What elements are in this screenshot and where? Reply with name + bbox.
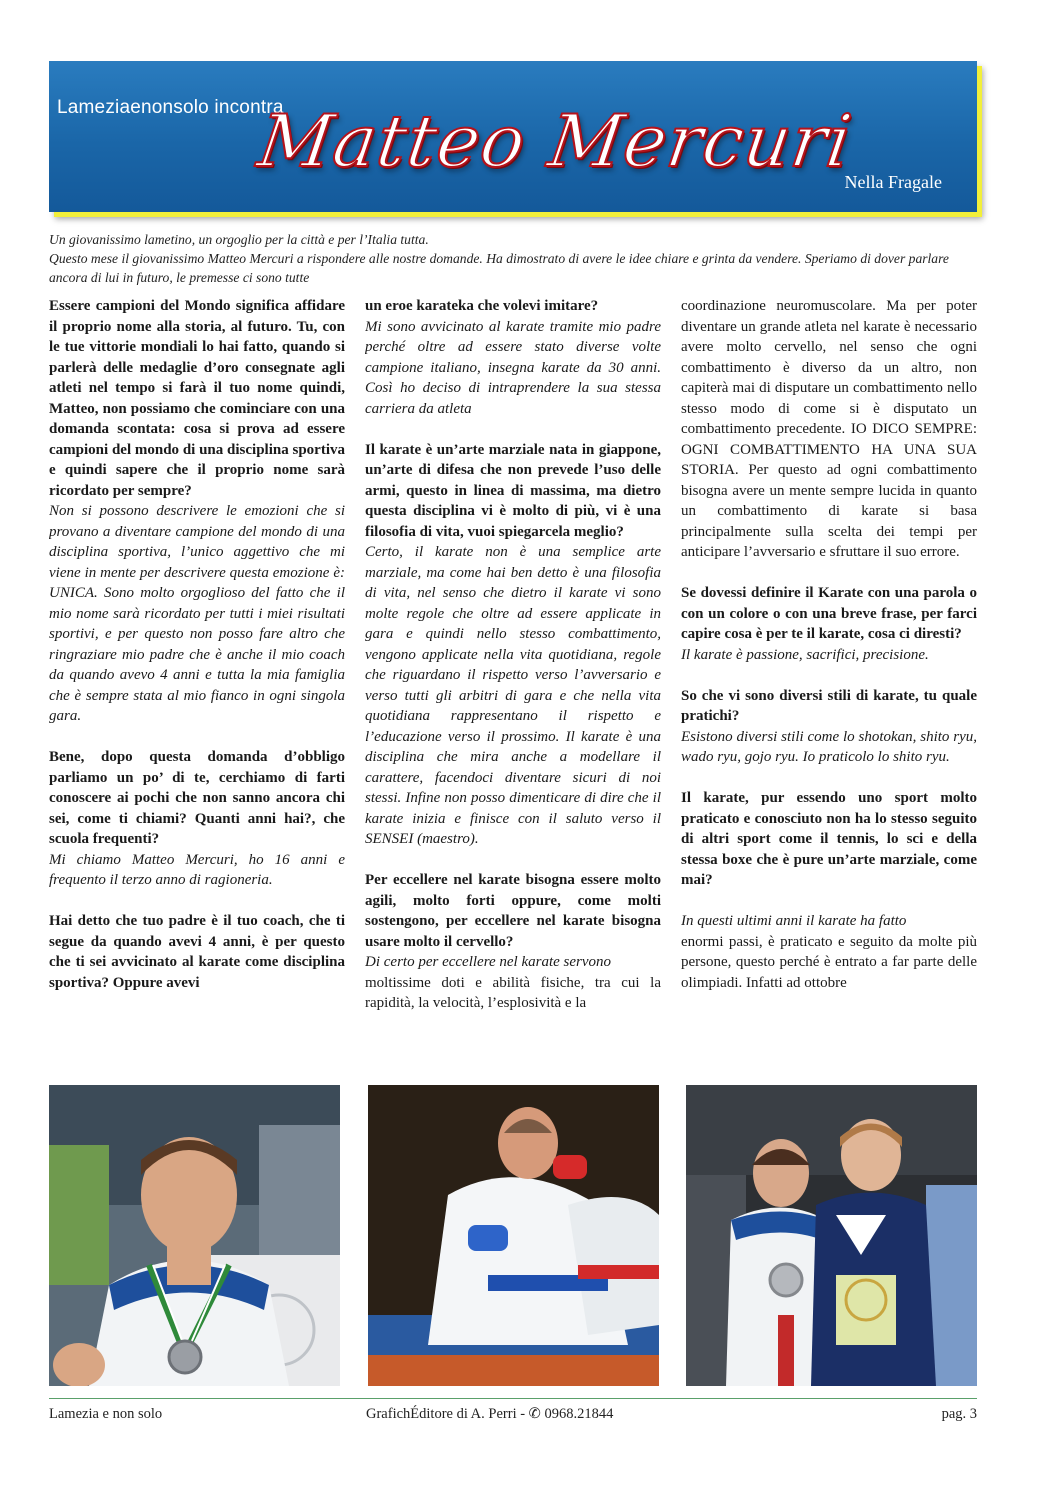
- intro-line: Un giovanissimo lametino, un orgoglio per la città e per l’Italia tutta.: [49, 232, 429, 247]
- photo-kumite-action: [368, 1085, 659, 1386]
- article-column-3: [681, 296, 977, 1076]
- interview-answer: Mi sono avvicinato al karate tramite mio padre perché oltre ad essere stato diverse volte campione italiano, insegna karate da 30 anni. Così ho deciso di intraprendere la sua stessa carriera da atleta: [365, 318, 661, 417]
- footer-page-number: pag. 3: [941, 1406, 977, 1422]
- photo-athletes-podium: [686, 1085, 977, 1386]
- interview-question: Se dovessi definire il Karate con una parola o con un colore o con una breve frase, per farci capire cosa è per te il karate, cosa ci diresti?: [681, 585, 977, 642]
- footer-rule: [49, 1398, 977, 1399]
- header-banner: [49, 61, 977, 212]
- article-column-2: [365, 296, 661, 1076]
- interview-answer: coordinazione neuromuscolare. Ma per poter diventare un grande atleta nel karate è necessario avere molto cervello, nel senso che ogni combattimento è diverso da un altro, non capiterà mai di disputare un combattimento nello stesso modo di come si è disputato un combattimento precedente. IO DICO SEMPRE: OGNI COMBATTIMENTO HA UNA SUA STORIA. Per questo ad ogni combattimento bisogna avere un mente sempre lucida in quanto un combattimento di karate si basa principalmente sulla scelta dei tempi per anticipare l’avversario e sfruttare il suo errore.: [681, 298, 977, 560]
- photo-athlete-medal: [49, 1085, 340, 1386]
- interview-answer: Esistono diversi stili come lo shotokan, shito ryu, wado ryu, gojo ryu. Io praticolo lo shito ryu.: [681, 728, 977, 765]
- interview-question: Essere campioni del Mondo significa affidare il proprio nome alla storia, al futuro. Tu, con le tue vittorie mondiali lo hai fatto, quando si parlerà delle medaglie d’oro consegnate agli atleti nel tempo si farà il tuo nome quindi, Matteo, non possiamo che cominciare con una domanda scontata: cosa si prova ad essere campioni del mondo di una disciplina sportiva e quindi sapere che il proprio nome sarà ricordato per sempre?: [49, 298, 345, 499]
- article-author: Nella Fragale: [844, 172, 942, 192]
- interview-answer: Mi chiamo Matteo Mercuri, ho 16 anni e frequento il terzo anno di ragioneria.: [49, 851, 345, 888]
- interview-question: Hai detto che tuo padre è il tuo coach, che ti segue da quando avevi 4 anni, è per questo che ti sei avvicinato al karate come disciplina sportiva? Oppure avevi: [49, 913, 345, 991]
- interview-answer: In questi ultimi anni il karate ha fatto: [681, 913, 907, 929]
- header-kicker: Lameziaenonsolo incontra: [57, 97, 284, 118]
- interview-answer: enormi passi, è praticato e seguito da molte più persone, questo perché è entrato a far parte delle olimpiadi. Infatti ad ottobre: [681, 933, 977, 991]
- article-title: Matteo Mercuri: [253, 99, 858, 183]
- interview-answer: moltissime doti e abilità fisiche, tra cui la rapidità, la velocità, l’esplosività e la: [365, 974, 661, 1011]
- interview-answer: Il karate è passione, sacrifici, precisione.: [681, 646, 929, 663]
- interview-answer: Certo, il karate non è una semplice arte marziale, ma come hai ben detto è una filosofia di vita, nel senso che dietro il karate vi sono molte regole che oltre ad essere applicate in gara e quindi nello stesso combattimento, vengono applicate nella vita quotidiana, regole che riguardano il rispetto verso l’avversario e verso tutti gli arbitri di gara e che nella vita quotidiana rappresentano il rispetto e l’educazione verso il prossimo. Il karate è una disciplina che mira anche a modellare il carattere, facendoci diventare sicuri di noi stessi. Infine non posso dimenticare di dire che il karate inizia e finisce con il saluto verso il SENSEI (maestro).: [365, 544, 661, 847]
- footer-publisher: GrafichÉditore di A. Perri - ✆ 0968.21844: [366, 1406, 614, 1422]
- interview-question: Bene, dopo questa domanda d’obbligo parliamo un po’ di te, cerchiamo di farti conoscere ai pochi che non sanno ancora chi sei, come ti chiami? Quanti anni hai?, che scuola frequenti?: [49, 749, 345, 847]
- interview-answer: Non si possono descrivere le emozioni che si provano a diventare campione del mondo di una disciplina sportiva, l’unico aggettivo che mi viene in mente per descrivere questa emozione è: UNICA. Sono molto orgoglioso del fatto che il mio nome sarà ricordato per tutti i miei risultati sportivi, e per questo non posso fare altro che ringraziare mio padre che è anche il mio coach da quando avevo 4 anni e tutta la mia famiglia che è sempre stata al mio fianco in ogni singola gara.: [49, 503, 345, 724]
- interview-question: So che vi sono diversi stili di karate, tu quale pratichi?: [681, 687, 977, 724]
- interview-answer: Di certo per eccellere nel karate servono: [365, 954, 612, 970]
- article-intro: [49, 230, 979, 287]
- intro-line: Questo mese il giovanissimo Matteo Mercuri a rispondere alle nostre domande. Ha dimostrato di avere le idee chiare e grinta da vendere. Speriamo di dover parlare ancora di lui in futuro, le premesse ci sono tutte: [49, 251, 949, 285]
- interview-question: un eroe karateka che volevi imitare?: [365, 298, 599, 314]
- interview-question: Il karate è un’arte marziale nata in giappone, un’arte di difesa che non prevede l’uso delle armi, questo in linea di massima, ma dietro questa disciplina vi è molto di più, vi è una filosofia di vita, vuoi spiegarcela meglio?: [365, 441, 661, 540]
- interview-question: Per eccellere nel karate bisogna essere molto agili, molto forti oppure, come molti sostengono, per eccellere nel karate bisogna usare molto il cervello?: [365, 872, 661, 950]
- article-column-1: [49, 296, 345, 1076]
- footer-publication: Lamezia e non solo: [49, 1406, 163, 1422]
- interview-question: Il karate, pur essendo uno sport molto praticato e conosciuto non ha lo stesso seguito di altri sport come il tennis, lo sci e della stessa boxe che è pure un’arte marziale, come mai?: [681, 790, 977, 888]
